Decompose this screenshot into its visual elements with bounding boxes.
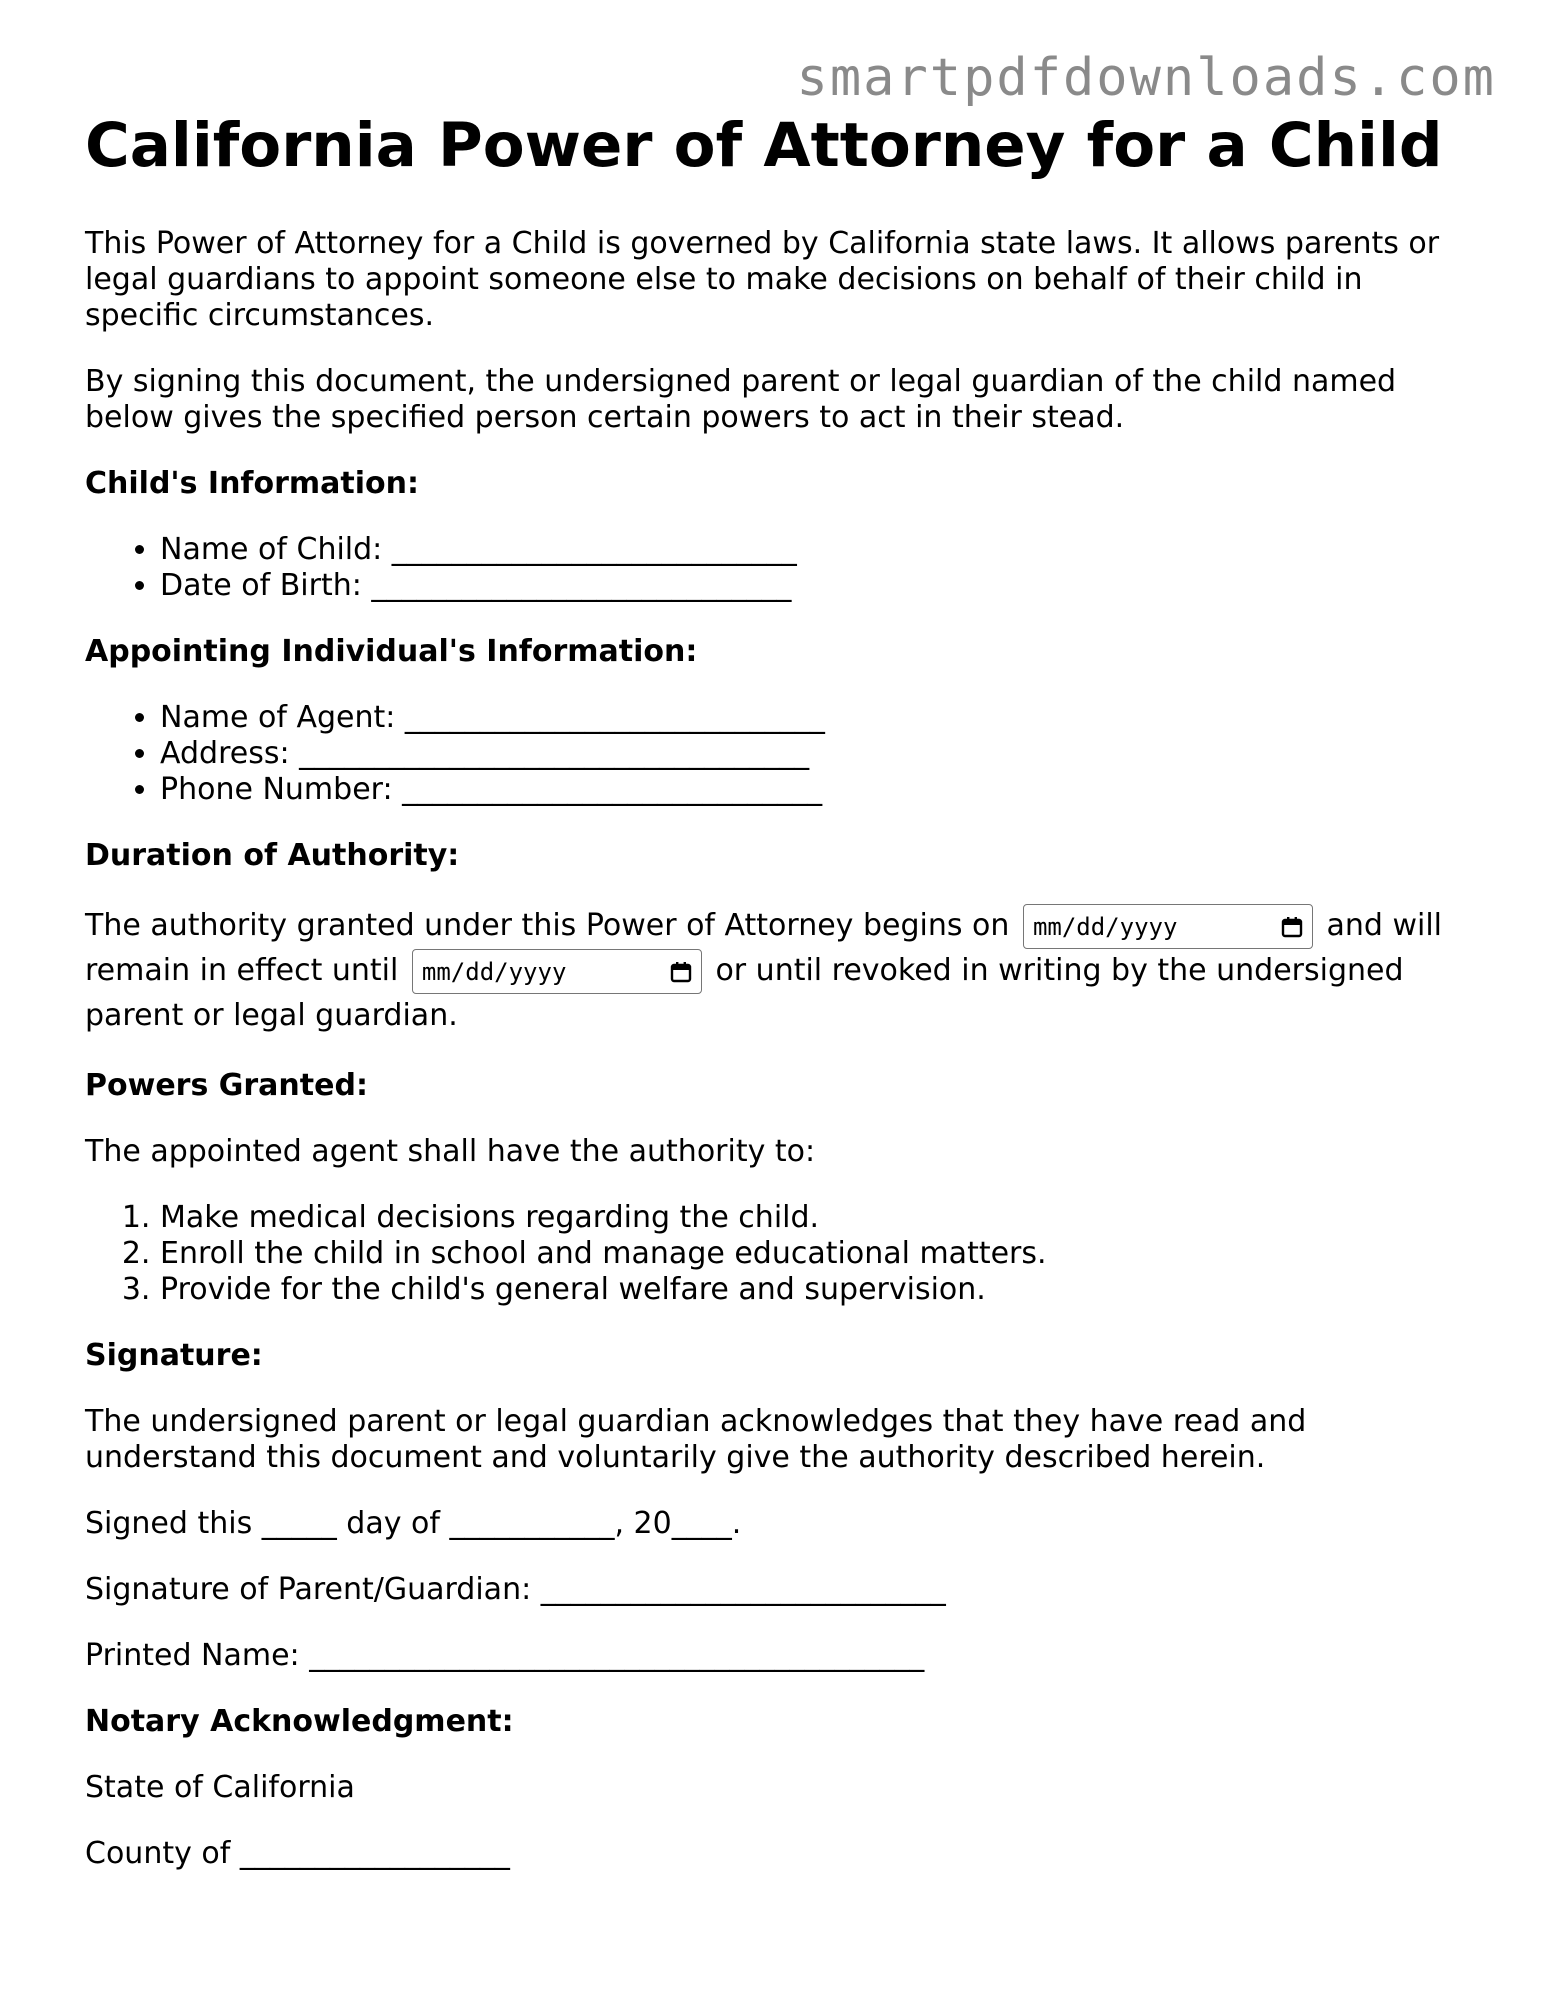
start-date-input[interactable] — [1023, 904, 1313, 949]
watermark: smartpdfdownloads.com — [796, 48, 1496, 108]
powers-list — [85, 1200, 1475, 1308]
document-page — [85, 108, 1475, 1902]
signed-date-line: Signed this _____ day of ___________, 20____. — [85, 1506, 742, 1541]
appointing-info-list — [85, 700, 1475, 808]
printed-name-line: Printed Name: _________________________________________ — [85, 1638, 925, 1673]
agent-name-item: • Name of Agent: ____________________________ — [160, 700, 1475, 736]
powers-intro: The appointed agent shall have the authority to: — [85, 1134, 816, 1169]
child-name-item: • Name of Child: ___________________________ — [160, 532, 1475, 568]
agent-phone-item: • Phone Number: ____________________________ — [160, 772, 1475, 808]
end-date-placeholder: mm/dd/yyyy — [421, 957, 567, 986]
power-item: 1. Make medical decisions regarding the child. — [160, 1200, 1475, 1236]
document-title: California Power of Attorney for a Child — [85, 110, 1443, 181]
signature-acknowledgment: The undersigned parent or legal guardian acknowledges that they have read and understand this document and voluntarily give the authority described herein. — [85, 1404, 1307, 1475]
signature-line: Signature of Parent/Guardian: ___________________________ — [85, 1572, 946, 1607]
notary-county: County of __________________ — [85, 1836, 510, 1871]
start-date-placeholder: mm/dd/yyyy — [1032, 912, 1178, 941]
signature-heading: Signature: — [85, 1338, 263, 1373]
duration-heading: Duration of Authority: — [85, 838, 460, 873]
child-dob-item: • Date of Birth: ____________________________ — [160, 568, 1475, 604]
powers-heading: Powers Granted: — [85, 1068, 368, 1103]
power-item: 2. Enroll the child in school and manage educational matters. — [160, 1236, 1475, 1272]
calendar-icon[interactable] — [1280, 915, 1304, 939]
calendar-icon[interactable] — [669, 960, 693, 984]
duration-paragraph — [85, 904, 1475, 1038]
agent-address-item: • Address: __________________________________ — [160, 736, 1475, 772]
end-date-input[interactable] — [412, 949, 702, 994]
duration-text-middle: and will remain in effect until — [85, 908, 1443, 988]
power-item: 3. Provide for the child's general welfare and supervision. — [160, 1272, 1475, 1308]
duration-text-after: or until revoked in writing by the undersigned parent or legal guardian. — [85, 953, 1404, 1033]
appointing-info-heading: Appointing Individual's Information: — [85, 634, 698, 669]
intro-paragraph-1: This Power of Attorney for a Child is governed by California state laws. It allows parents or legal guardians to appoint someone else to make decisions on behalf of their child in specific circumstances. — [85, 226, 1440, 333]
child-info-heading: Child's Information: — [85, 466, 419, 501]
notary-heading: Notary Acknowledgment: — [85, 1704, 514, 1739]
child-info-list — [85, 532, 1475, 604]
duration-text-before: The authority granted under this Power of Attorney begins on — [85, 908, 1010, 943]
intro-paragraph-2: By signing this document, the undersigned parent or legal guardian of the child named below gives the specified person certain powers to act in their stead. — [85, 364, 1397, 435]
notary-state: State of California — [85, 1770, 355, 1805]
